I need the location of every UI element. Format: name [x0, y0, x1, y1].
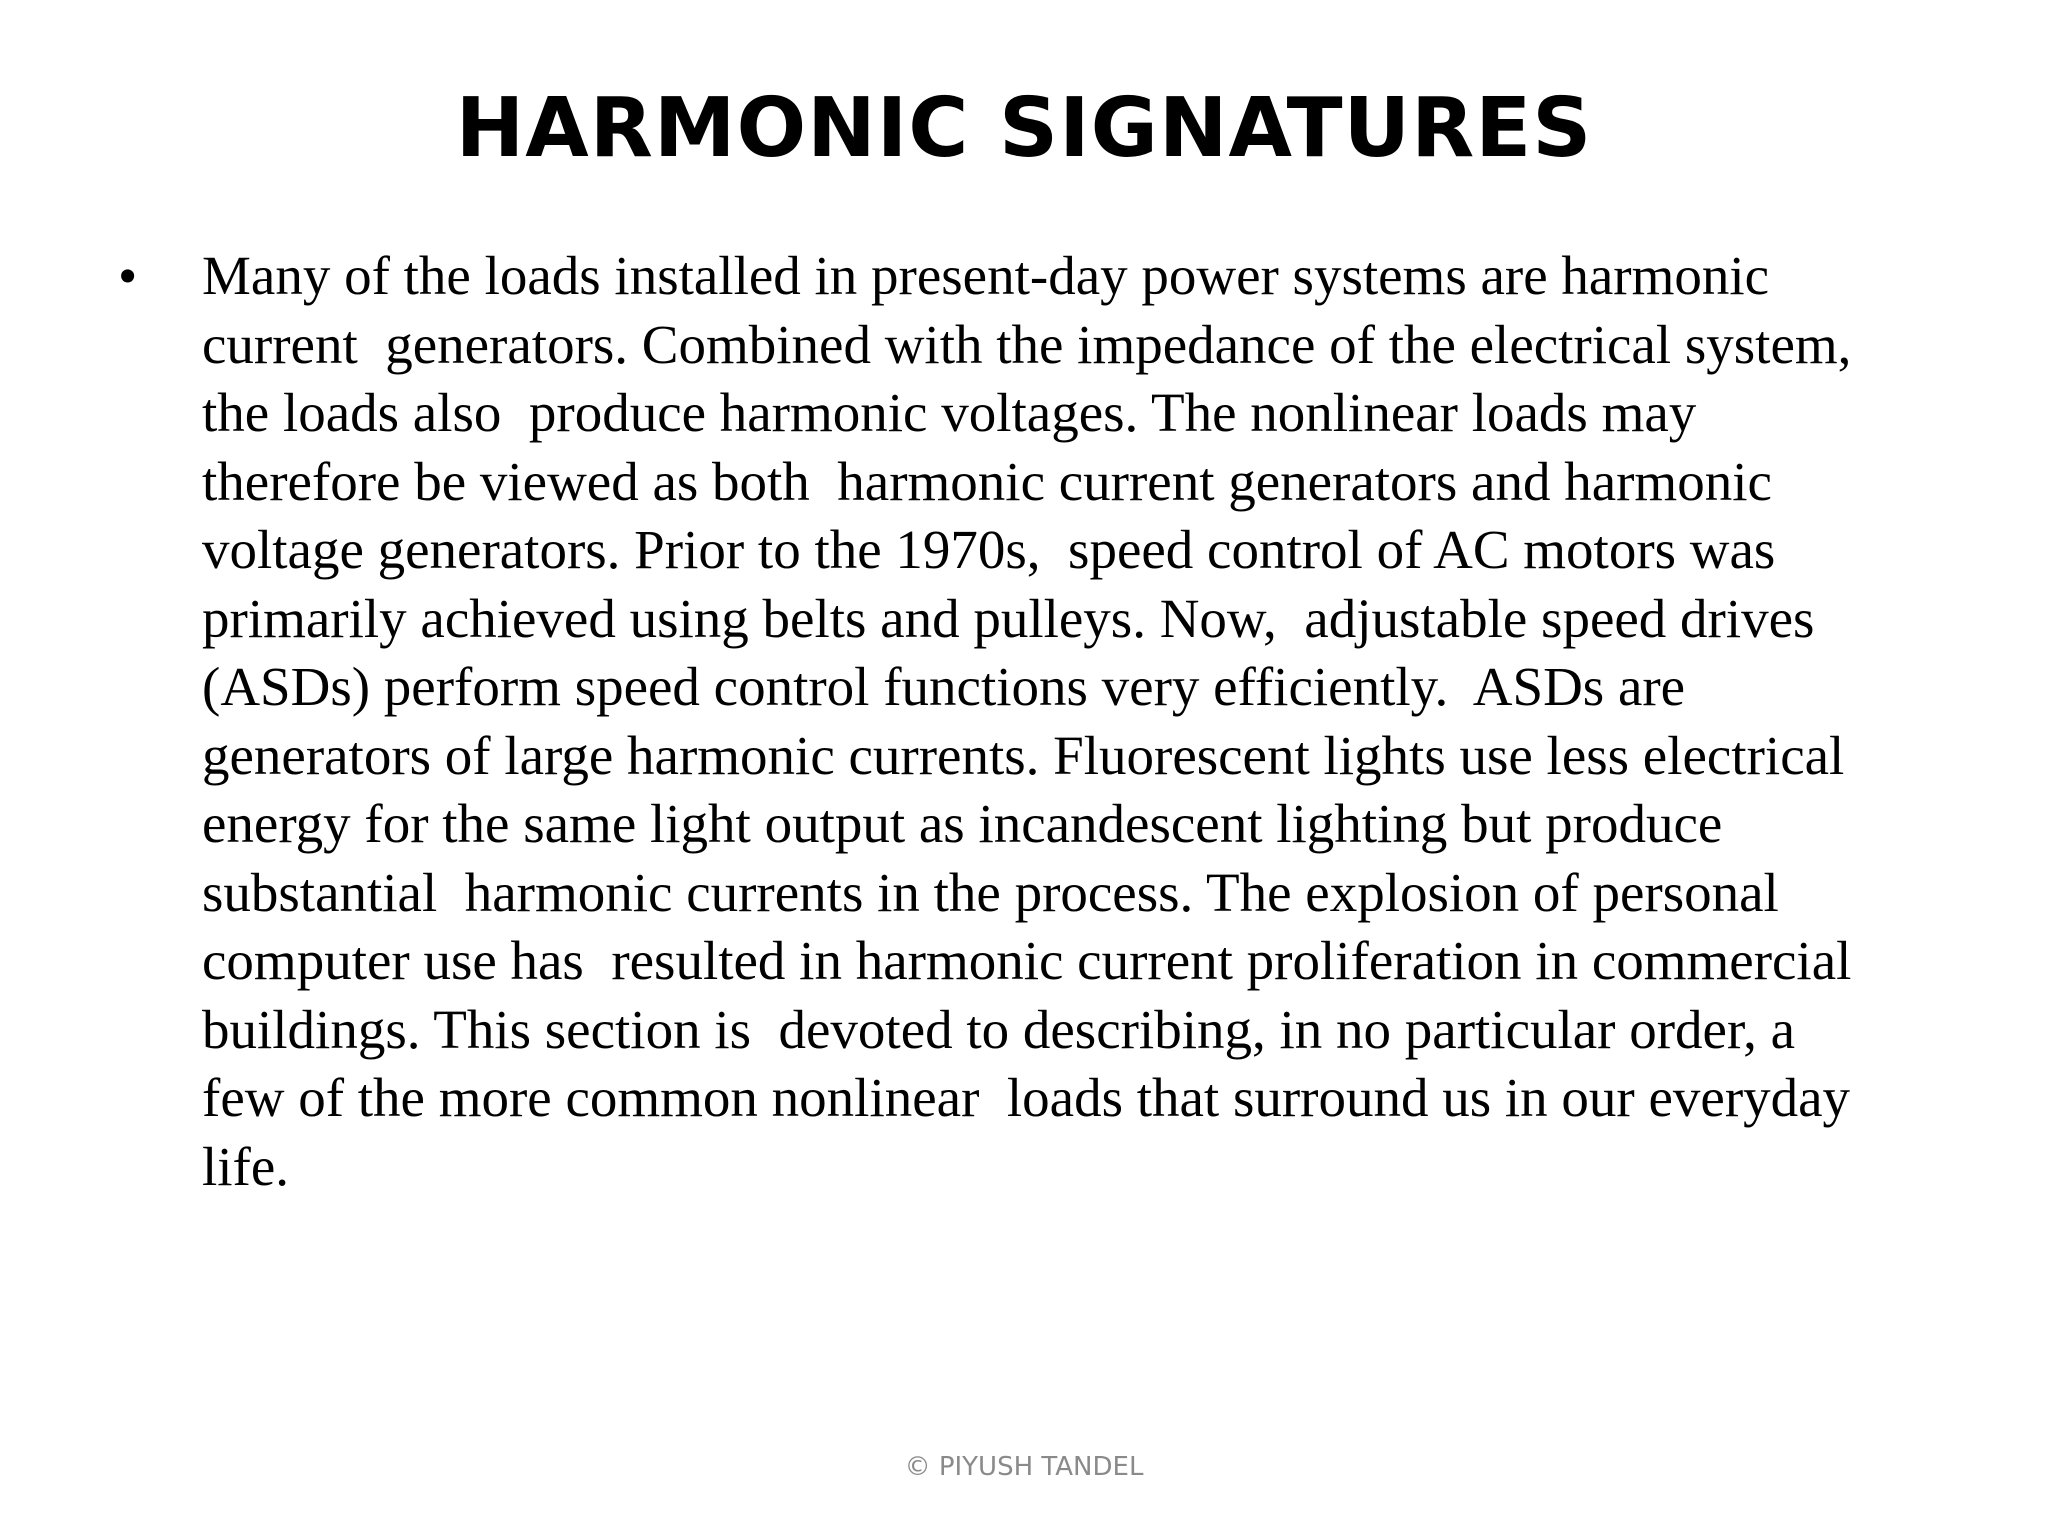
paragraph-line: (ASDs) perform speed control functions very efficiently. ASDs are — [202, 656, 1686, 717]
paragraph-line: the loads also produce harmonic voltages. The nonlinear loads may — [202, 382, 1697, 443]
bullet-list — [118, 242, 1938, 1201]
paragraph-line: Many of the loads installed in present-day power systems are harmonic — [202, 245, 1770, 306]
slide-title: HARMONIC SIGNATURES — [455, 81, 1593, 176]
paragraph-line: primarily achieved using belts and pulleys. Now, adjustable speed drives — [202, 587, 1815, 649]
bullet-item — [118, 242, 1938, 1201]
paragraph-line: energy for the same light output as incandescent lighting but produce — [202, 793, 1723, 854]
paragraph-line: current generators. Combined with the impedance of the electrical system, — [202, 313, 1852, 375]
bullet-icon: • — [118, 245, 138, 306]
paragraph-line: life. — [202, 1135, 290, 1197]
paragraph-line: computer use has resulted in harmonic current proliferation in commercial — [202, 930, 1852, 991]
paragraph-line: generators of large harmonic currents. Fluorescent lights use less electrical — [202, 724, 1845, 786]
paragraph-line: buildings. This section is devoted to describing, in no particular order, a — [202, 998, 1795, 1060]
paragraph-line: few of the more common nonlinear loads that surround us in our everyday — [202, 1067, 1851, 1128]
bullet-paragraph — [202, 242, 1938, 1201]
paragraph-line: voltage generators. Prior to the 1970s, speed control of AC motors was — [202, 519, 1776, 580]
paragraph-line: substantial harmonic currents in the process. The explosion of personal — [202, 861, 1779, 923]
copyright-footer: © PIYUSH TANDEL — [904, 1452, 1144, 1482]
paragraph-line: therefore be viewed as both harmonic current generators and harmonic — [202, 450, 1772, 512]
